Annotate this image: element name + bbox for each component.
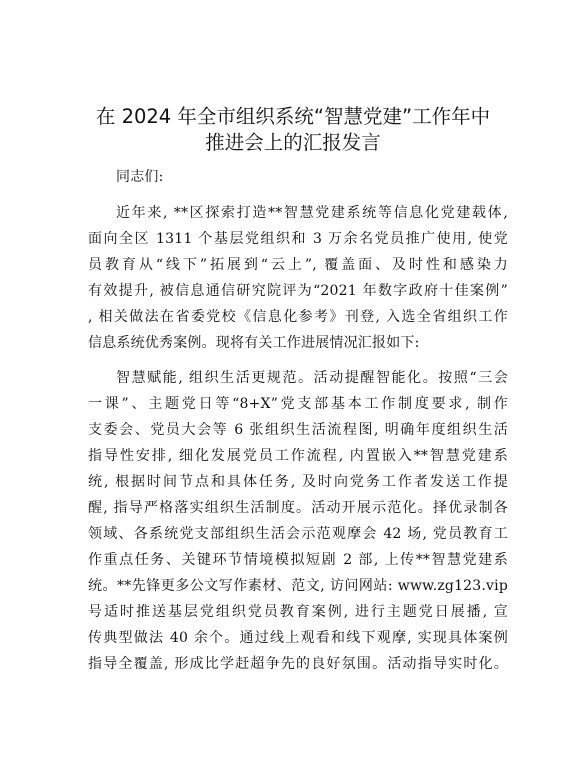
paragraph-1-line: 近年来, **区探索打造**智慧党建系统等信息化党建载体, bbox=[116, 205, 508, 221]
document-title-line-2: 推进会上的汇报发言 bbox=[205, 131, 381, 154]
paragraph-2-line: 指导性安排, 细化发展党员工作流程, 内置嵌入**智慧党建系 bbox=[88, 448, 508, 464]
paragraph-1-line: 面向全区 1311 个基层党组织和 3 万余名党员推广使用, 使党 bbox=[88, 231, 508, 247]
paragraph-1-line: 有效提升, 被信息通信研究院评为“2021 年数字政府十佳案例” bbox=[88, 283, 508, 299]
paragraph-2-line: 支委会、党员大会等 6 张组织生活流程图, 明确年度组织生活 bbox=[88, 422, 508, 438]
document-title-line-1: 在 2024 年全市组织系统“智慧党建”工作年中 bbox=[95, 105, 491, 128]
paragraph-2-line: 统。**先锋更多公文写作素材、范文, 访问网站: www.zg123.vip bbox=[88, 578, 508, 594]
paragraph-1-line: 员教育从“线下”拓展到“云上”, 覆盖面、及时性和感染力 bbox=[88, 257, 508, 273]
paragraph-1-line: , 相关做法在省委党校《信息化参考》刊登, 入选全省组织工作 bbox=[88, 309, 508, 325]
paragraph-2-line: 指导全覆盖, 形成比学赶超争先的良好氛围。活动指导实时化。 bbox=[88, 656, 508, 672]
paragraph-2-line: 传典型做法 40 余个。通过线上观看和线下观摩, 实现具体案例 bbox=[88, 630, 508, 646]
paragraph-2-line: 一课”、主题党日等“8+X”党支部基本工作制度要求, 制作 bbox=[88, 396, 508, 412]
salutation: 同志们: bbox=[116, 169, 164, 185]
paragraph-2-line: 领域、各系统党支部组织生活会示范观摩会 42 场, 党员教育工 bbox=[88, 526, 508, 542]
paragraph-2-line: 智慧赋能, 组织生活更规范。活动提醒智能化。按照“三会 bbox=[116, 370, 508, 386]
paragraph-2-line: 作重点任务、关键环节情境模拟短剧 2 部, 上传**智慧党建系 bbox=[88, 552, 508, 568]
paragraph-1-line: 信息系统优秀案例。现将有关工作进展情况汇报如下: bbox=[88, 335, 420, 351]
paragraph-2-line: 统, 根据时间节点和具体任务, 及时向党务工作者发送工作提 bbox=[88, 474, 508, 490]
paragraph-2-line: 号适时推送基层党组织党员教育案例, 进行主题党日展播, 宣 bbox=[88, 604, 508, 620]
paragraph-2-line: 醒, 指导严格落实组织生活制度。活动开展示范化。择优录制各 bbox=[88, 500, 508, 516]
